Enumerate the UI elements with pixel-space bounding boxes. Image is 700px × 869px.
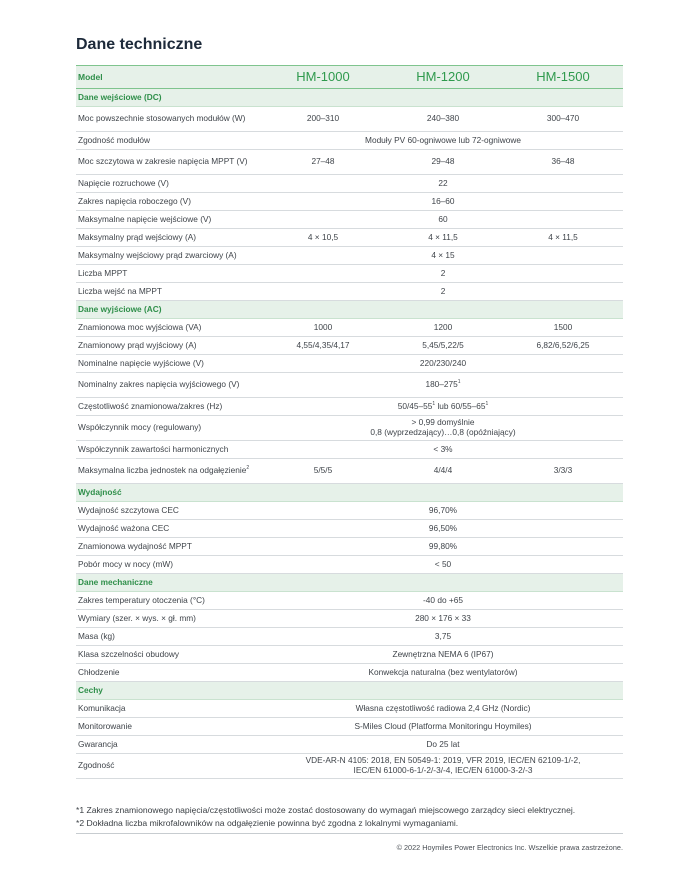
table-row — [76, 229, 623, 247]
footnote-ref: 1 — [432, 400, 436, 407]
row-label: Komunikacja — [76, 700, 263, 718]
row-label: Zgodność — [76, 754, 263, 779]
footnote-ref: 1 — [485, 400, 489, 407]
row-value: Konwekcja naturalna (bez wentylatorów) — [263, 664, 623, 682]
row-label: Napięcie rozruchowe (V) — [76, 175, 263, 193]
section-header-dc: Dane wejściowe (DC) — [76, 89, 623, 107]
table-row — [76, 736, 623, 754]
row-label: Moc szczytowa w zakresie napięcia MPPT (V) — [76, 150, 263, 175]
row-label: Współczynnik mocy (regulowany) — [76, 416, 263, 441]
header-model-hm1500: HM-1500 — [503, 66, 623, 89]
table-row — [76, 319, 623, 337]
row-value: 2 — [263, 283, 623, 301]
row-label: Wymiary (szer. × wys. × gł. mm) — [76, 610, 263, 628]
row-value: 4,55/4,35/4,17 — [263, 337, 383, 355]
row-value: 220/230/240 — [263, 355, 623, 373]
table-row — [76, 398, 623, 416]
row-value: < 3% — [263, 441, 623, 459]
row-label: Częstotliwość znamionowa/zakres (Hz) — [76, 398, 263, 416]
row-label: Chłodzenie — [76, 664, 263, 682]
row-value: 6,82/6,52/6,25 — [503, 337, 623, 355]
row-label: Wydajność szczytowa CEC — [76, 502, 263, 520]
footnote-ref: 2 — [246, 465, 250, 472]
row-value: -40 do +65 — [263, 592, 623, 610]
row-value — [263, 398, 623, 416]
row-value: Do 25 lat — [263, 736, 623, 754]
row-value: 5/5/5 — [263, 459, 383, 484]
header-model-hm1000: HM-1000 — [263, 66, 383, 89]
row-label: Klasa szczelności obudowy — [76, 646, 263, 664]
table-row — [76, 150, 623, 175]
row-value: Własna częstotliwość radiowa 2,4 GHz (Nordic) — [263, 700, 623, 718]
table-row — [76, 520, 623, 538]
row-value-line: IEC/EN 61000-6-1/-2/-3/-4, IEC/EN 61000-3-2/-3 — [353, 765, 533, 775]
row-value — [263, 373, 623, 398]
page-title: Dane techniczne — [76, 36, 203, 53]
row-label — [76, 459, 263, 484]
section-header-efficiency: Wydajność — [76, 484, 623, 502]
row-value: 99,80% — [263, 538, 623, 556]
table-row — [76, 556, 623, 574]
row-label: Monitorowanie — [76, 718, 263, 736]
row-value-text: 50/45–55 — [397, 400, 433, 411]
row-label: Nominalne napięcie wyjściowe (V) — [76, 355, 263, 373]
row-value-line: > 0,99 domyślnie — [411, 417, 475, 428]
table-row — [76, 538, 623, 556]
row-value: 1500 — [503, 319, 623, 337]
row-value: 60 — [263, 211, 623, 229]
row-label: Zakres temperatury otoczenia (°C) — [76, 592, 263, 610]
table-row — [76, 592, 623, 610]
row-value: 22 — [263, 175, 623, 193]
table-row — [76, 664, 623, 682]
row-label: Masa (kg) — [76, 628, 263, 646]
table-row — [76, 355, 623, 373]
row-label: Nominalny zakres napięcia wyjściowego (V) — [76, 373, 263, 398]
copyright: © 2022 Hoymiles Power Electronics Inc. Wszelkie prawa zastrzeżone. — [396, 843, 623, 852]
row-value: 2 — [263, 265, 623, 283]
row-label: Gwarancja — [76, 736, 263, 754]
row-label: Moc powszechnie stosowanych modułów (W) — [76, 107, 263, 132]
table-row — [76, 247, 623, 265]
row-value-line: VDE-AR-N 4105: 2018, EN 50549-1: 2019, VFR 2019, IEC/EN 62109-1/-2, — [305, 755, 581, 766]
footnote-1: *1 Zakres znamionowego napięcia/częstotliwości może zostać dostosowany do wymagań miejscowego zarządcy sieci elektrycznej. — [76, 805, 576, 815]
row-value: Moduły PV 60-ogniwowe lub 72-ogniwowe — [263, 132, 623, 150]
row-value: 3/3/3 — [503, 459, 623, 484]
row-value-text: lub 60/55–65 — [435, 400, 486, 411]
footnotes — [76, 804, 575, 829]
table-row — [76, 718, 623, 736]
row-label: Maksymalny wejściowy prąd zwarciowy (A) — [76, 247, 263, 265]
row-value: 4 × 15 — [263, 247, 623, 265]
table-row — [76, 132, 623, 150]
row-value: S-Miles Cloud (Platforma Monitoringu Hoymiles) — [263, 718, 623, 736]
row-value: 27–48 — [263, 150, 383, 175]
row-label: Maksymalny prąd wejściowy (A) — [76, 229, 263, 247]
table-row — [76, 502, 623, 520]
table-row — [76, 211, 623, 229]
spec-table — [76, 65, 623, 779]
row-label: Znamionowy prąd wyjściowy (A) — [76, 337, 263, 355]
row-label-text: Maksymalna liczba jednostek na odgałęzienie — [78, 465, 247, 476]
header-model-hm1200: HM-1200 — [383, 66, 503, 89]
table-row — [76, 373, 623, 398]
row-value: 36–48 — [503, 150, 623, 175]
section-header-ac: Dane wyjściowe (AC) — [76, 301, 623, 319]
row-value: 96,50% — [263, 520, 623, 538]
row-value: < 50 — [263, 556, 623, 574]
row-value: 300–470 — [503, 107, 623, 132]
table-row — [76, 265, 623, 283]
row-label: Zakres napięcia roboczego (V) — [76, 193, 263, 211]
row-value: 1000 — [263, 319, 383, 337]
table-row — [76, 107, 623, 132]
row-value: 29–48 — [383, 150, 503, 175]
row-value: 240–380 — [383, 107, 503, 132]
row-value: 200–310 — [263, 107, 383, 132]
table-row — [76, 175, 623, 193]
row-value: 4/4/4 — [383, 459, 503, 484]
table-row — [76, 441, 623, 459]
table-row — [76, 628, 623, 646]
row-value: 3,75 — [263, 628, 623, 646]
table-row — [76, 459, 623, 484]
row-value: 16–60 — [263, 193, 623, 211]
table-row — [76, 754, 623, 779]
row-label: Zgodność modułów — [76, 132, 263, 150]
row-value — [263, 416, 623, 441]
footnote-2: *2 Dokładna liczba mikrofalowników na odgałęzienie powinna być zgodna z lokalnymi wymaganiami. — [76, 817, 459, 828]
table-row — [76, 193, 623, 211]
row-label: Liczba MPPT — [76, 265, 263, 283]
table-row — [76, 646, 623, 664]
row-label: Znamionowa moc wyjściowa (VA) — [76, 319, 263, 337]
table-row — [76, 700, 623, 718]
footnote-ref: 1 — [457, 379, 461, 386]
row-label: Pobór mocy w nocy (mW) — [76, 556, 263, 574]
row-value: 96,70% — [263, 502, 623, 520]
table-row — [76, 283, 623, 301]
row-value — [263, 754, 623, 779]
header-model-label: Model — [76, 66, 263, 89]
row-label: Maksymalne napięcie wejściowe (V) — [76, 211, 263, 229]
row-value: 1200 — [383, 319, 503, 337]
section-header-features: Cechy — [76, 682, 623, 700]
row-value-text: 180–275 — [425, 379, 458, 390]
table-row — [76, 416, 623, 441]
row-label: Wydajność ważona CEC — [76, 520, 263, 538]
row-value: 4 × 10,5 — [263, 229, 383, 247]
row-label: Znamionowa wydajność MPPT — [76, 538, 263, 556]
row-value: 4 × 11,5 — [383, 229, 503, 247]
row-value: 5,45/5,22/5 — [383, 337, 503, 355]
section-header-mechanical: Dane mechaniczne — [76, 574, 623, 592]
divider — [76, 833, 623, 834]
row-label: Liczba wejść na MPPT — [76, 283, 263, 301]
row-value: 280 × 176 × 33 — [263, 610, 623, 628]
row-value: 4 × 11,5 — [503, 229, 623, 247]
table-header-row — [76, 66, 623, 89]
row-value-line: 0,8 (wyprzedzający)…0,8 (opóźniający) — [370, 427, 516, 437]
row-value: Zewnętrzna NEMA 6 (IP67) — [263, 646, 623, 664]
row-label: Współczynnik zawartości harmonicznych — [76, 441, 263, 459]
table-row — [76, 337, 623, 355]
table-row — [76, 610, 623, 628]
